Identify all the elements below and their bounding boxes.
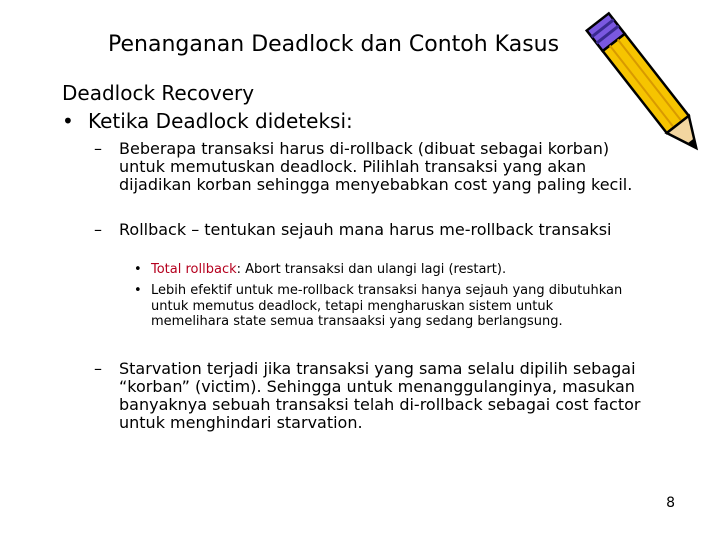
page-number: 8	[666, 495, 675, 511]
dash-mark: –	[94, 220, 102, 239]
main-bullet-text: Ketika Deadlock dideteksi:	[88, 109, 353, 133]
list-item-text: Beberapa transaksi harus di-rollback (dibuat sebagai korban) untuk memutuskan deadlock. Pilihlah transaksi yang akan dijadikan korban sehingga menyebabkan cost yang paling kecil.	[119, 139, 633, 194]
dot-mark: •	[134, 262, 142, 277]
list-item	[94, 221, 654, 239]
list-item	[94, 140, 654, 194]
pencil-icon	[575, 0, 720, 170]
list-item	[94, 360, 654, 432]
sub-list-item	[134, 283, 634, 330]
dash-mark: –	[94, 359, 102, 378]
main-bullet	[62, 108, 353, 134]
total-rollback-label: Total rollback	[151, 262, 237, 277]
section-heading: Deadlock Recovery	[62, 81, 255, 105]
dash-mark: –	[94, 139, 102, 158]
sub-list-item-text: Lebih efektif untuk me-rollback transaksi hanya sejauh yang dibutuhkan untuk memutus deadlock, tetapi mengharuskan sistem untuk memelihara state semua transaaksi yang sedang berlangsung.	[151, 283, 623, 329]
slide-title: Penanganan Deadlock dan Contoh Kasus	[108, 32, 560, 57]
sub-list-item	[134, 262, 634, 278]
list-item-text: Rollback – tentukan sejauh mana harus me-rollback transaksi	[119, 220, 612, 239]
list-item-text: Starvation terjadi jika transaksi yang sama selalu dipilih sebagai “korban” (victim). Sehingga untuk menanggulanginya, masukan banyaknya sebuah transaksi telah di-rollback sebagai cost factor untuk menghindari starvation.	[119, 359, 641, 432]
bullet-mark: •	[62, 109, 74, 133]
sub-list-item-text: : Abort transaksi dan ulangi lagi (restart).	[236, 262, 507, 277]
dot-mark: •	[134, 283, 142, 298]
